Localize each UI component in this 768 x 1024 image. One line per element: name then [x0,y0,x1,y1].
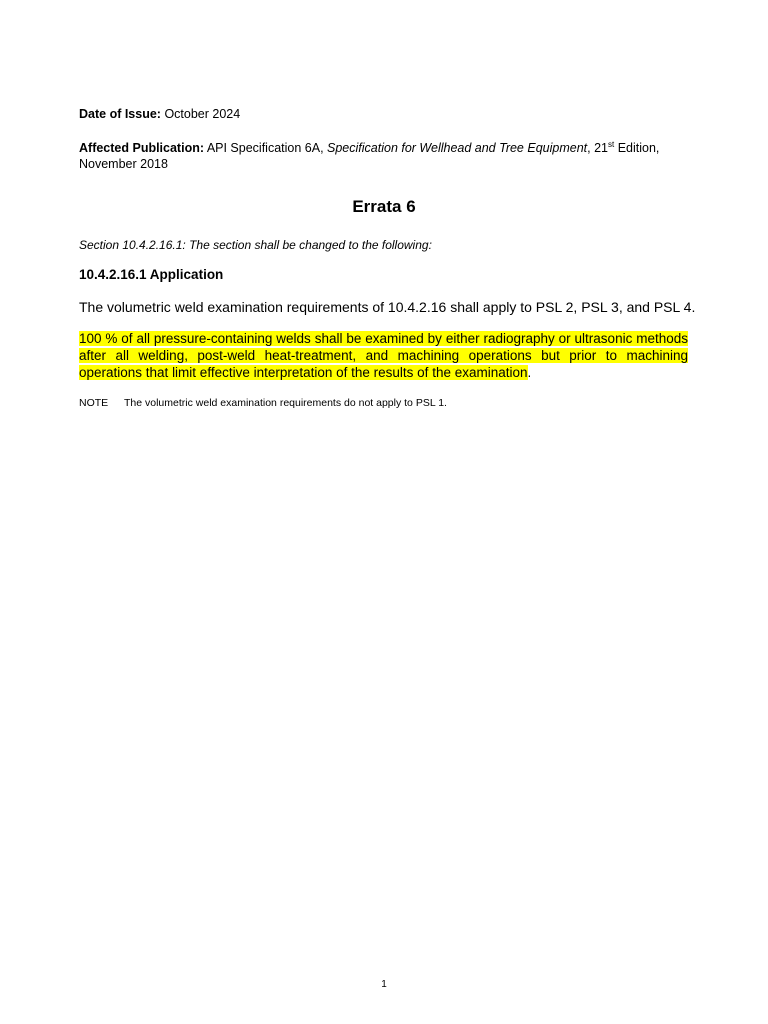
page-number: 1 [381,979,387,990]
note-tag: NOTE [79,397,109,409]
affected-publication [79,140,699,172]
affected-publication-edition-suffix: Edition, November 2018 [79,141,660,171]
note [79,397,447,409]
date-of-issue [79,107,240,121]
note-text: The volumetric weld examination requirements do not apply to PSL 1. [124,397,447,409]
highlighted-text: 100 % of all pressure-containing welds shall be examined by either radiography or ultrasonic methods after all welding, post-weld heat-treatment, and machining operations but prior to machining operations that limit effective interpretation of the results of the examination [79,331,688,380]
affected-publication-label: Affected Publication: [79,141,205,155]
date-of-issue-label: Date of Issue: [79,107,161,121]
affected-publication-title: Specification for Wellhead and Tree Equipment [327,141,588,155]
date-of-issue-value: October 2024 [164,107,241,121]
clause-paragraph-1: The volumetric weld examination requirements of 10.4.2.16 shall apply to PSL 2, PSL 3, and PSL 4. [79,299,696,315]
affected-publication-edition-ordinal: st [607,140,615,149]
clause-paragraph-2 [79,330,688,381]
section-change-note: Section 10.4.2.16.1: The section shall be changed to the following: [79,238,432,252]
clause-heading: 10.4.2.16.1 Application [79,267,224,282]
clause-paragraph-2-end: . [527,365,532,380]
affected-publication-prefix: API Specification 6A, [206,141,328,155]
errata-title: Errata 6 [352,197,416,216]
affected-publication-edition-number: , 21 [587,141,608,155]
